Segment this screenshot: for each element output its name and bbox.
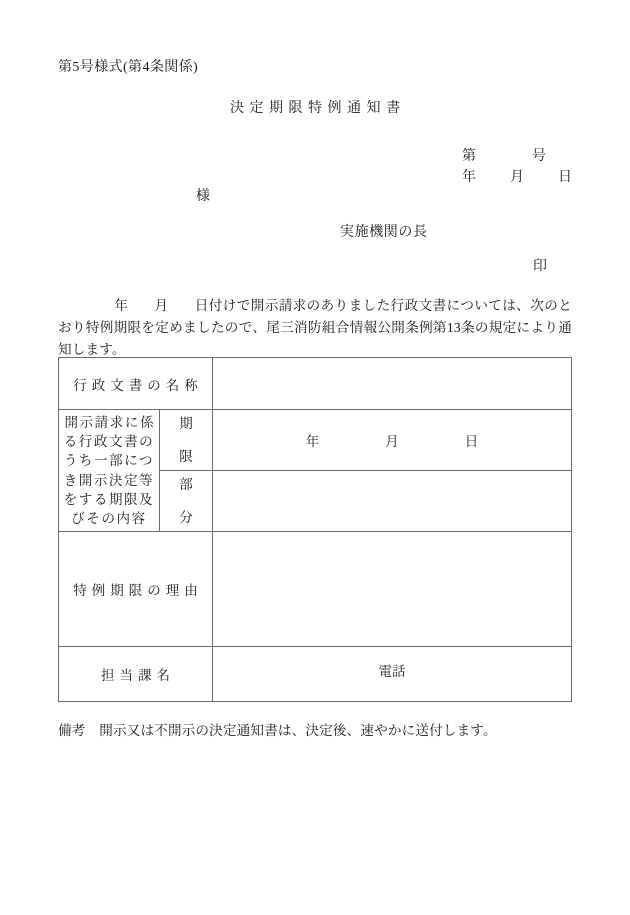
value-document-name[interactable]	[213, 358, 572, 410]
notification-table	[58, 357, 572, 702]
sub-label-portion	[160, 471, 213, 532]
issuer-name: 実施機関の長	[340, 225, 428, 240]
sub-label-portion-char-2: 分	[179, 509, 193, 525]
document-number-suffix: 号	[532, 149, 546, 164]
value-portion[interactable]	[213, 471, 572, 532]
phone-label: 電話	[378, 664, 406, 679]
footer-note: 備考 開示又は不開示の決定通知書は、決定後、速やかに送付します。	[58, 723, 497, 738]
date-month-label: 月	[510, 170, 524, 185]
body-month-label: 月	[154, 298, 169, 313]
label-document-name: 行政文書の名称	[59, 358, 213, 410]
table-row-document-name	[59, 358, 572, 410]
body-paragraph	[58, 295, 572, 361]
value-contact[interactable]	[213, 647, 572, 702]
deadline-day-label: 日	[464, 434, 479, 449]
label-partial-disclosure: 開示請求に係る行政文書のうち一部につき開示決定等をする期限及びその内容	[59, 410, 160, 532]
sub-label-portion-char-1: 部	[179, 477, 193, 492]
sub-label-deadline	[160, 410, 213, 471]
label-contact-section: 担当課名	[59, 647, 213, 702]
date-year-label: 年	[462, 170, 476, 185]
date-day-label: 日	[558, 170, 572, 185]
deadline-year-label: 年	[305, 434, 320, 449]
table-row-partial-deadline	[59, 410, 572, 471]
document-title: 決定期限特例通知書	[230, 101, 406, 116]
form-number: 第5号様式(第4条関係)	[58, 60, 199, 75]
label-reason: 特例期限の理由	[59, 532, 213, 647]
deadline-date-fields	[221, 430, 563, 450]
document-date-line	[448, 157, 572, 199]
body-text: 日付けで開示請求のありました行政文書については、次のとおり特例期限を定めましたので、尾三消防組合情報公開条例第13条の規定により通知します。	[58, 298, 573, 358]
deadline-month-label: 月	[385, 434, 399, 449]
value-reason[interactable]	[213, 532, 572, 647]
phone-holder	[221, 660, 563, 688]
document-number-prefix: 第	[462, 149, 476, 164]
table-row-contact	[59, 647, 572, 702]
seal-mark: 印	[533, 259, 547, 274]
sub-label-deadline-char-2: 限	[179, 448, 193, 464]
value-deadline[interactable]	[213, 410, 572, 471]
table-row-reason	[59, 532, 572, 647]
sub-label-deadline-char-1: 期	[179, 416, 193, 431]
body-year-label: 年	[114, 298, 129, 313]
addressee-honorific: 様	[196, 189, 210, 204]
